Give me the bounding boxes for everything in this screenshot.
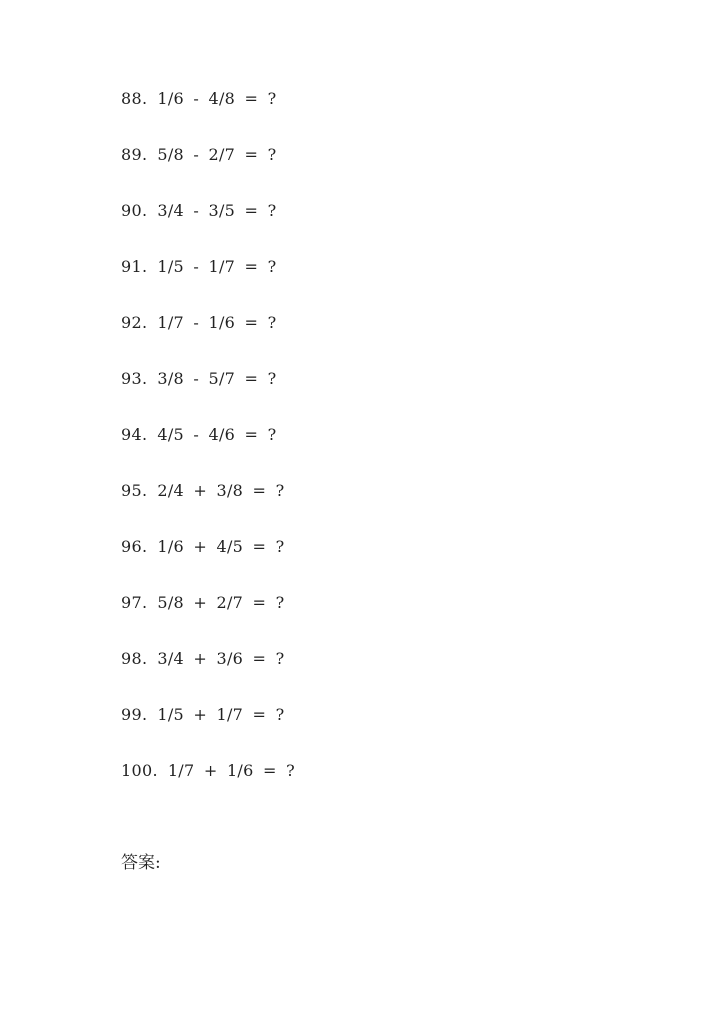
problem-expression: 1/5 - 1/7 = ? — [157, 257, 277, 276]
problem-expression: 3/4 - 3/5 = ? — [157, 201, 277, 220]
problem-expression: 5/8 + 2/7 = ? — [157, 593, 285, 612]
problem-item — [121, 592, 295, 648]
problem-expression: 1/7 - 1/6 = ? — [157, 313, 277, 332]
problem-item — [121, 256, 295, 312]
problem-item — [121, 648, 295, 704]
problem-number: 92. — [121, 313, 148, 332]
problem-expression: 1/5 + 1/7 = ? — [157, 705, 285, 724]
problem-number: 89. — [121, 145, 148, 164]
problem-item — [121, 480, 295, 536]
problem-number: 96. — [121, 537, 148, 556]
problem-number: 98. — [121, 649, 148, 668]
problem-number: 88. — [121, 89, 148, 108]
problem-number: 99. — [121, 705, 148, 724]
problem-number: 91. — [121, 257, 148, 276]
problem-expression: 1/7 + 1/6 = ? — [167, 761, 295, 780]
problem-expression: 1/6 - 4/8 = ? — [157, 89, 277, 108]
problem-number: 100. — [121, 761, 158, 780]
problem-expression: 4/5 - 4/6 = ? — [157, 425, 277, 444]
problem-item — [121, 704, 295, 760]
problem-item — [121, 536, 295, 592]
problem-item — [121, 312, 295, 368]
problem-expression: 1/6 + 4/5 = ? — [157, 537, 285, 556]
answer-heading: 答案: — [121, 853, 161, 873]
problem-item — [121, 144, 295, 200]
problem-number: 95. — [121, 481, 148, 500]
problem-item — [121, 424, 295, 480]
problem-item — [121, 200, 295, 256]
problem-number: 90. — [121, 201, 148, 220]
problem-number: 94. — [121, 425, 148, 444]
problem-item — [121, 88, 295, 144]
problem-expression: 3/8 - 5/7 = ? — [157, 369, 277, 388]
problem-list — [121, 88, 295, 816]
problem-item — [121, 368, 295, 424]
problem-expression: 5/8 - 2/7 = ? — [157, 145, 277, 164]
problem-expression: 2/4 + 3/8 = ? — [157, 481, 285, 500]
problem-number: 93. — [121, 369, 148, 388]
problem-expression: 3/4 + 3/6 = ? — [157, 649, 285, 668]
problem-item — [121, 760, 295, 816]
problem-number: 97. — [121, 593, 148, 612]
